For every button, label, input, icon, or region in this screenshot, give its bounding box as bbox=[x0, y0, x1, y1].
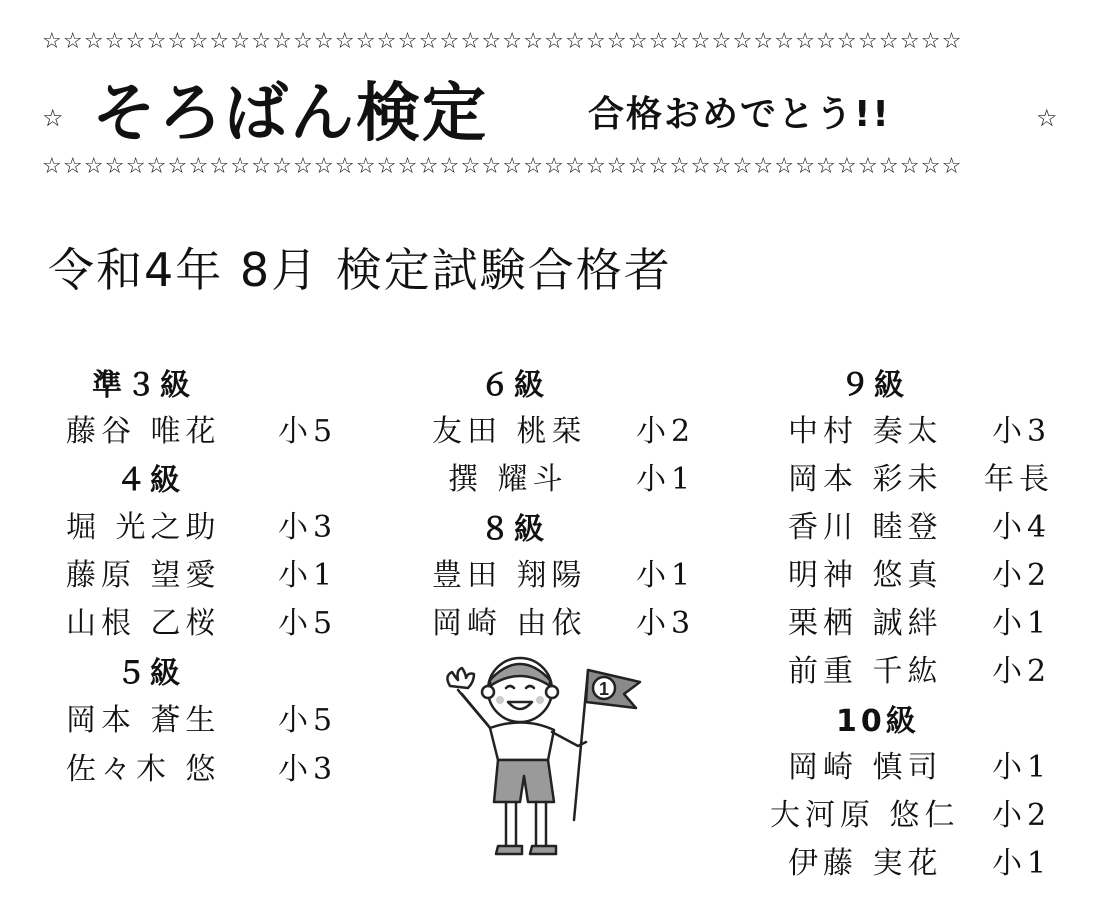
grade-heading: 準３級 bbox=[92, 368, 194, 403]
passer-year: 小1 bbox=[992, 750, 1052, 785]
grade-heading: 10級 bbox=[836, 704, 920, 739]
passer-name: 豊田 翔陽 bbox=[432, 558, 587, 593]
grade-heading: ９級 bbox=[840, 368, 908, 403]
passer-name: 岡本 蒼生 bbox=[66, 703, 221, 738]
passer-year: 小3 bbox=[636, 606, 696, 641]
passer-year: 小1 bbox=[636, 462, 696, 497]
passer-name: 中村 奏太 bbox=[788, 414, 943, 449]
passer-year: 年長 bbox=[984, 462, 1054, 497]
passer-year: 小3 bbox=[278, 752, 338, 787]
passer-name: 撰 耀斗 bbox=[448, 462, 568, 497]
passer-name: 栗栖 誠絆 bbox=[788, 606, 943, 641]
passer-year: 小5 bbox=[278, 414, 338, 449]
flag-number: 1 bbox=[598, 679, 610, 699]
passer-year: 小3 bbox=[278, 510, 338, 545]
passer-name: 堀 光之助 bbox=[66, 510, 221, 545]
page-title: そろばん検定 bbox=[92, 77, 488, 151]
passer-name: 香川 睦登 bbox=[788, 510, 943, 545]
passer-name: 明神 悠真 bbox=[788, 558, 943, 593]
passer-year: 小5 bbox=[278, 606, 338, 641]
passer-year: 小2 bbox=[992, 654, 1052, 689]
passer-year: 小5 bbox=[278, 703, 338, 738]
stars-border-bottom: ☆☆☆☆☆☆☆☆☆☆☆☆☆☆☆☆☆☆☆☆☆☆☆☆☆☆☆☆☆☆☆☆☆☆☆☆☆☆☆☆☆☆☆☆ bbox=[42, 155, 963, 179]
passer-name: 前重 千紘 bbox=[788, 654, 943, 689]
passer-name: 岡崎 由依 bbox=[432, 606, 587, 641]
passer-name: 山根 乙桜 bbox=[66, 606, 221, 641]
star-left-icon: ☆ bbox=[42, 104, 64, 132]
passer-name: 佐々木 悠 bbox=[66, 752, 221, 787]
exam-heading: 令和4年 8月 検定試験合格者 bbox=[48, 243, 672, 297]
passer-year: 小1 bbox=[992, 846, 1052, 881]
congratulations-subtitle: 合格おめでとう!! bbox=[588, 94, 891, 135]
stars-border-top: ☆☆☆☆☆☆☆☆☆☆☆☆☆☆☆☆☆☆☆☆☆☆☆☆☆☆☆☆☆☆☆☆☆☆☆☆☆☆☆☆☆☆☆☆ bbox=[42, 30, 963, 54]
grade-heading: ８級 bbox=[480, 512, 548, 547]
passer-year: 小1 bbox=[992, 606, 1052, 641]
passer-year: 小1 bbox=[278, 558, 338, 593]
passer-name: 友田 桃栞 bbox=[432, 414, 587, 449]
passer-year: 小4 bbox=[992, 510, 1052, 545]
star-right-icon: ☆ bbox=[1036, 104, 1058, 132]
boy-with-flag-illustration bbox=[428, 650, 658, 870]
grade-heading: ４級 bbox=[116, 463, 184, 498]
passer-year: 小2 bbox=[992, 558, 1052, 593]
passer-name: 岡崎 慎司 bbox=[788, 750, 943, 785]
passer-name: 伊藤 実花 bbox=[788, 846, 943, 881]
grade-heading: ６級 bbox=[480, 368, 548, 403]
passer-name: 藤谷 唯花 bbox=[66, 414, 221, 449]
passer-year: 小3 bbox=[992, 414, 1052, 449]
passer-year: 小2 bbox=[636, 414, 696, 449]
passer-name: 藤原 望愛 bbox=[66, 558, 221, 593]
passer-year: 小1 bbox=[636, 558, 696, 593]
grade-heading: ５級 bbox=[116, 656, 184, 691]
passer-year: 小2 bbox=[992, 798, 1052, 833]
passer-name: 岡本 彩未 bbox=[788, 462, 943, 497]
passer-name: 大河原 悠仁 bbox=[770, 798, 960, 833]
